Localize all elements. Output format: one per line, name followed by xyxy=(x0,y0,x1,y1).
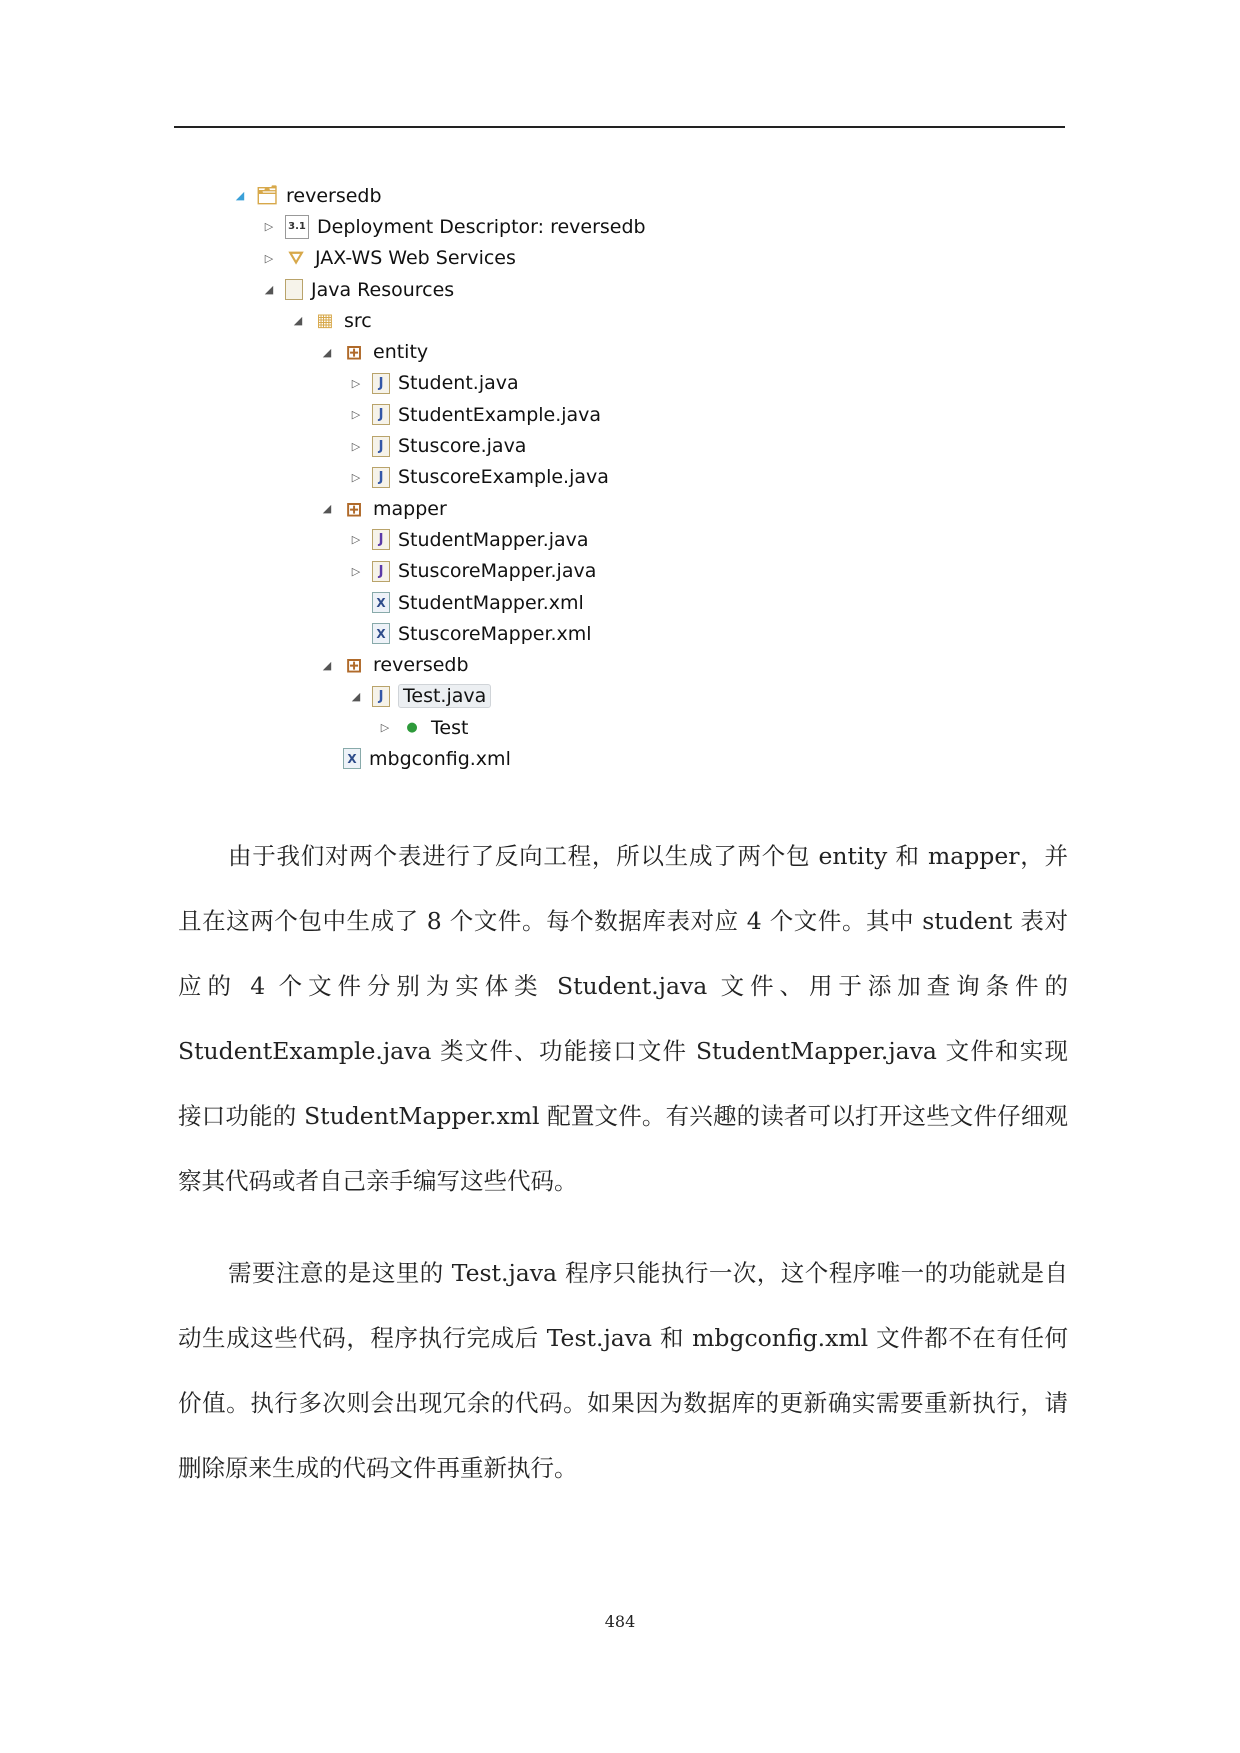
expanded-arrow-icon[interactable]: ◢ xyxy=(293,314,303,328)
tree-item-label: Student.java xyxy=(398,372,519,395)
tree-item[interactable] xyxy=(348,556,646,587)
tree-item-label: StudentMapper.java xyxy=(398,528,589,551)
tree-item[interactable] xyxy=(290,305,646,336)
paragraph-2 xyxy=(178,1241,1068,1501)
java-file-icon: J xyxy=(372,467,390,488)
tree-item-label: StuscoreExample.java xyxy=(398,466,609,489)
header-rule xyxy=(174,126,1065,128)
source-folder-icon: ▦ xyxy=(316,310,334,332)
paragraph-1 xyxy=(178,824,1068,1214)
collapsed-arrow-icon[interactable]: ▷ xyxy=(351,376,361,390)
tree-item-label: mbgconfig.xml xyxy=(369,747,511,770)
tree-item[interactable] xyxy=(348,524,646,555)
package-icon: ⊞ xyxy=(345,653,363,678)
tree-item-label: Test xyxy=(431,716,469,739)
collapsed-arrow-icon[interactable]: ▷ xyxy=(351,564,361,578)
expanded-arrow-icon[interactable]: ◢ xyxy=(264,283,274,297)
xml-file-icon: X xyxy=(372,592,390,613)
tree-item[interactable] xyxy=(348,430,646,461)
paragraph-text: 需要注意的是这里的 Test.java 程序只能执行一次，这个程序唯一的功能就是自动生成这些代码，程序执行完成后 Test.java 和 mbgconfig.xml 文件都不在有任何价值。执行多次则会出现冗余的代码。如果因为数据库的更新确实需要重新执行，请删除原来生成的代码文件再重新执行。 xyxy=(178,1259,1068,1482)
tree-item[interactable] xyxy=(348,587,646,618)
java-file-icon: J xyxy=(372,436,390,457)
tree-item-label: JAX-WS Web Services xyxy=(315,247,516,270)
paragraph-text: 由于我们对两个表进行了反向工程，所以生成了两个包 entity 和 mapper，并且在这两个包中生成了 8 个文件。每个数据库表对应 4 个文件。其中 student 表对应的 4 个文件分别为实体类 Student.java 文件、用于添加查询条件的 StudentExample.java 类文件、功能接口文件 StudentMapper.java 文件和实现接口功能的 StudentMapper.xml 配置文件。有兴趣的读者可以打开这些文件仔细观察其代码或者自己亲手编写这些代码。 xyxy=(178,842,1068,1195)
tree-item-label: StudentExample.java xyxy=(398,403,602,426)
deployment-descriptor-icon: 3.1 xyxy=(285,215,309,239)
web-project-icon: 🗂 xyxy=(255,185,279,207)
tree-item-label: Test.java xyxy=(398,684,491,708)
no-toggle xyxy=(319,751,335,767)
java-file-icon: J xyxy=(372,686,390,707)
package-icon: ⊞ xyxy=(345,496,363,521)
tree-item[interactable] xyxy=(319,336,646,367)
expanded-arrow-icon[interactable]: ◢ xyxy=(322,658,332,672)
tree-item[interactable] xyxy=(319,743,646,774)
class-run-icon: ● xyxy=(406,720,418,736)
java-resources-icon xyxy=(285,279,303,300)
tree-item-label: StuscoreMapper.java xyxy=(398,560,597,583)
collapsed-arrow-icon[interactable]: ▷ xyxy=(264,220,274,234)
web-services-icon: ⛛ xyxy=(288,247,304,269)
collapsed-arrow-icon[interactable]: ▷ xyxy=(351,408,361,422)
collapsed-arrow-icon[interactable]: ▷ xyxy=(351,533,361,547)
tree-item-label: src xyxy=(344,309,372,332)
tree-item[interactable] xyxy=(319,493,646,524)
tree-item-label: Java Resources xyxy=(311,278,455,301)
tree-item-label: mapper xyxy=(373,497,447,520)
java-interface-file-icon: J xyxy=(372,529,390,550)
java-file-icon: J xyxy=(372,404,390,425)
tree-item[interactable] xyxy=(348,399,646,430)
tree-item[interactable] xyxy=(348,618,646,649)
tree-item-label: entity xyxy=(373,341,429,364)
xml-file-icon: X xyxy=(343,748,361,769)
tree-item-label: StudentMapper.xml xyxy=(398,591,584,614)
package-icon: ⊞ xyxy=(345,340,363,365)
tree-item[interactable] xyxy=(261,243,646,274)
collapsed-arrow-icon[interactable]: ▷ xyxy=(351,439,361,453)
tree-item[interactable] xyxy=(261,211,646,242)
tree-item[interactable] xyxy=(261,274,646,305)
no-toggle xyxy=(348,626,364,642)
java-file-icon: J xyxy=(372,373,390,394)
tree-item-label: reversedb xyxy=(286,184,382,207)
collapsed-arrow-icon[interactable]: ▷ xyxy=(264,251,274,265)
java-interface-file-icon: J xyxy=(372,561,390,582)
collapsed-arrow-icon[interactable]: ▷ xyxy=(351,470,361,484)
tree-item[interactable] xyxy=(348,681,646,712)
no-toggle xyxy=(348,595,364,611)
project-explorer-tree xyxy=(232,180,646,775)
tree-item[interactable] xyxy=(377,712,646,743)
expanded-arrow-icon[interactable]: ◢ xyxy=(235,189,245,203)
expanded-arrow-icon[interactable]: ◢ xyxy=(351,689,361,703)
tree-item-label: Deployment Descriptor: reversedb xyxy=(317,215,646,238)
tree-item-label: Stuscore.java xyxy=(398,435,527,458)
tree-item[interactable] xyxy=(348,462,646,493)
tree-item-label: reversedb xyxy=(373,654,469,677)
expanded-arrow-icon[interactable]: ◢ xyxy=(322,345,332,359)
xml-file-icon: X xyxy=(372,623,390,644)
tree-item[interactable] xyxy=(348,368,646,399)
tree-item[interactable] xyxy=(319,649,646,680)
tree-item[interactable] xyxy=(232,180,646,211)
collapsed-arrow-icon[interactable]: ▷ xyxy=(380,721,390,735)
page-number: 484 xyxy=(604,1612,636,1631)
tree-item-label: StuscoreMapper.xml xyxy=(398,622,592,645)
expanded-arrow-icon[interactable]: ◢ xyxy=(322,502,332,516)
